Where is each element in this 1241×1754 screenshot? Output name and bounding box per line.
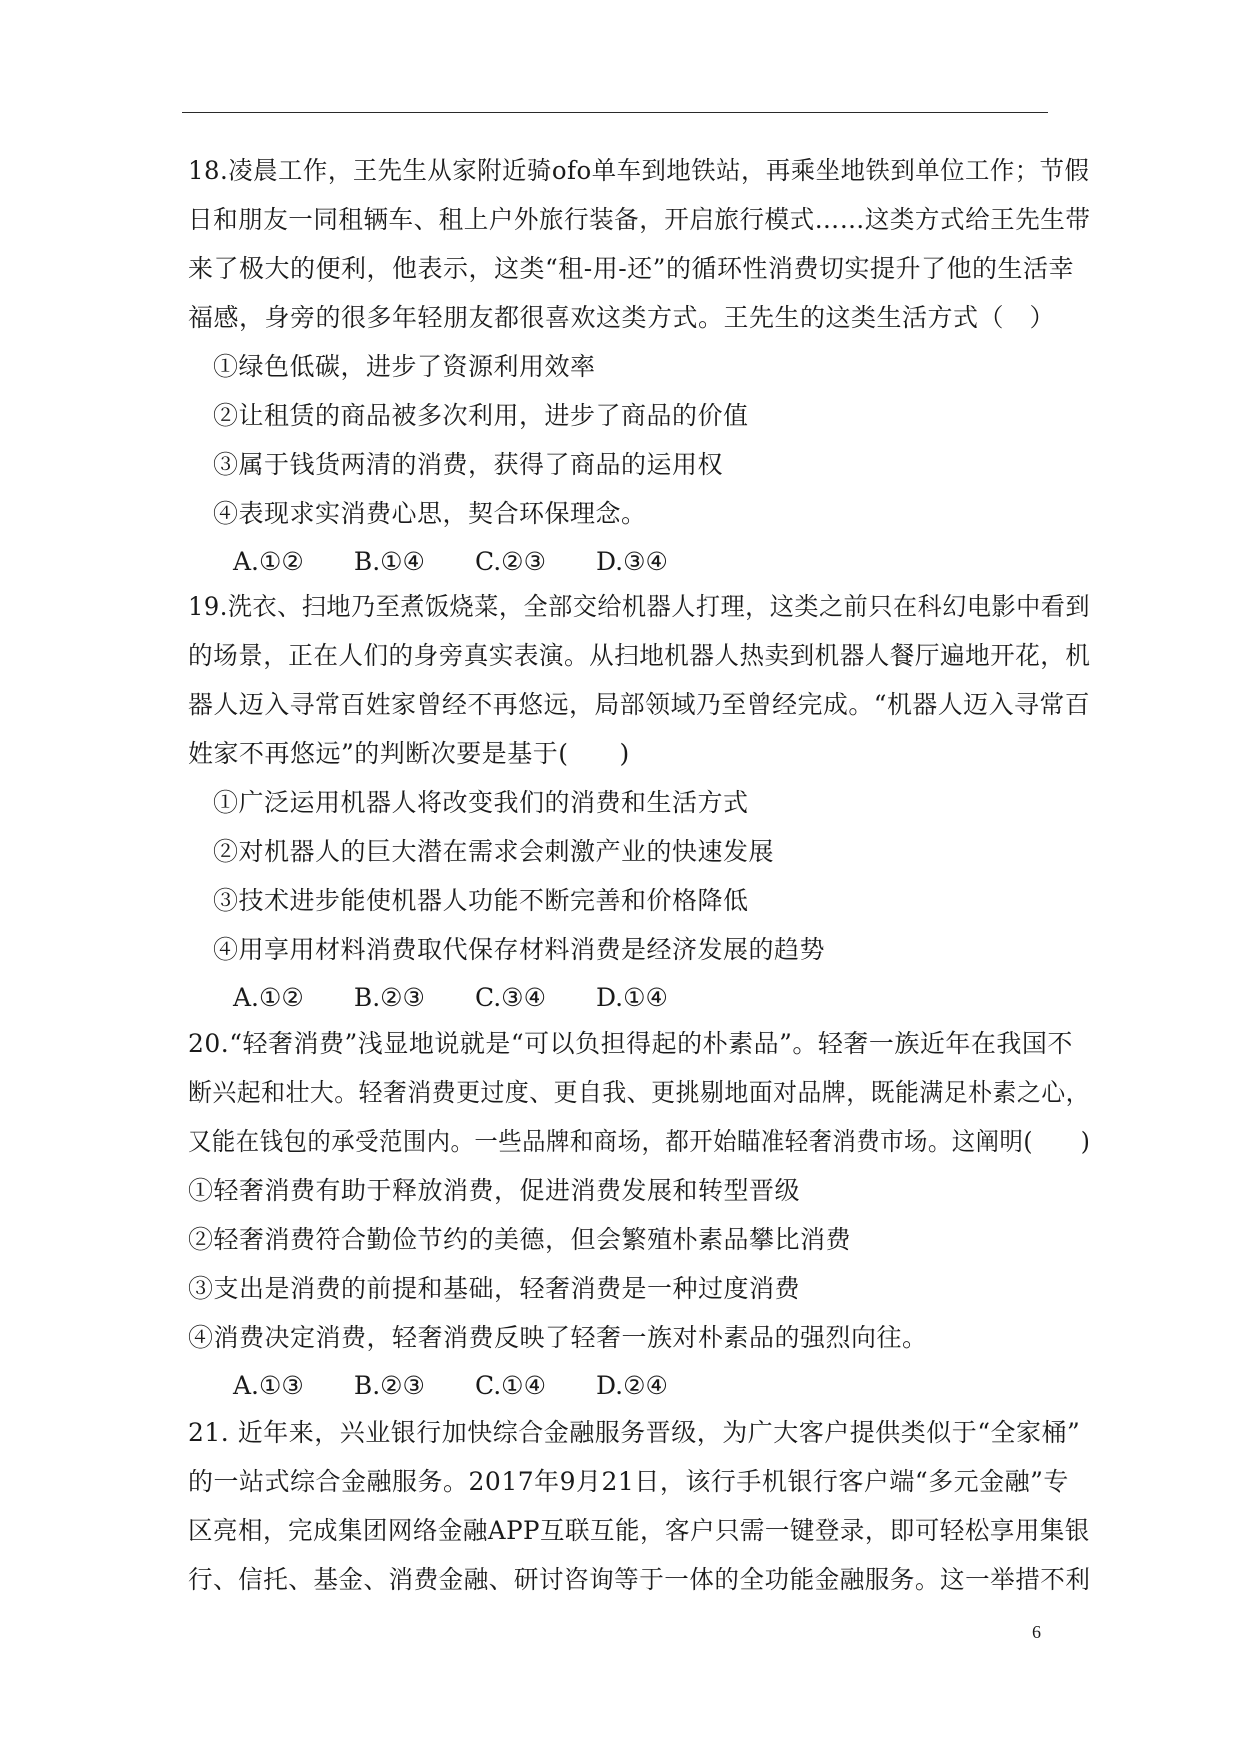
q19-choice-a: A.①② xyxy=(233,983,304,1012)
q18-choice-c: C.②③ xyxy=(474,547,546,576)
q18-choice-b: B.①④ xyxy=(353,547,425,576)
header-rule xyxy=(182,112,1048,113)
q21-stem-line-3: 区亮相，完成集团网络金融APP互联互能，客户只需一键登录，即可轻松享用集银 xyxy=(188,1516,1090,1545)
q19-option-3: ③技术进步能使机器人功能不断完善和价格降低 xyxy=(213,886,749,915)
q19-choice-b: B.②③ xyxy=(353,983,425,1012)
q20-stem-line-2: 断兴起和壮大。轻奢消费更过度、更自我、更挑剔地面对品牌，既能满足朴素之心， xyxy=(188,1078,1091,1107)
q20-option-2: ②轻奢消费符合勤俭节约的美德，但会繁殖朴素品攀比消费 xyxy=(188,1225,852,1254)
q18-option-4: ④表现求实消费心思，契合环保理念。 xyxy=(213,499,647,528)
q19-choice-c: C.③④ xyxy=(474,983,546,1012)
q18-answer-choices xyxy=(233,547,668,577)
q20-choice-a: A.①③ xyxy=(233,1371,304,1400)
page-number: 6 xyxy=(1032,1622,1041,1642)
q20-choice-c: C.①④ xyxy=(474,1371,546,1400)
q20-option-3: ③支出是消费的前提和基础，轻奢消费是一种过度消费 xyxy=(188,1274,801,1303)
q18-option-2: ②让租赁的商品被多次利用，进步了商品的价值 xyxy=(213,401,749,430)
q18-stem-line-4: 福感，身旁的很多年轻朋友都很喜欢这类方式。王先生的这类生活方式（ ） xyxy=(188,303,1056,332)
q20-answer-choices xyxy=(233,1371,668,1401)
q18-choice-d: D.③④ xyxy=(596,547,668,576)
q20-option-1: ①轻奢消费有助于释放消费，促进消费发展和转型晋级 xyxy=(188,1176,801,1205)
q18-option-3: ③属于钱货两清的消费，获得了商品的运用权 xyxy=(213,450,724,479)
q19-stem-line-3: 器人迈入寻常百姓家曾经不再悠远，局部领域乃至曾经完成。“机器人迈入寻常百 xyxy=(188,690,1091,719)
q19-option-4: ④用享用材料消费取代保存材料消费是经济发展的趋势 xyxy=(213,935,826,964)
q21-stem-line-1: 21. 近年来，兴业银行加快综合金融服务晋级，为广大客户提供类似于“全家桶” xyxy=(188,1418,1081,1447)
q19-answer-choices xyxy=(233,983,668,1013)
q19-choice-d: D.①④ xyxy=(596,983,668,1012)
q20-stem-line-3: 又能在钱包的承受范围内。一些品牌和商场，都开始瞄准轻奢消费市场。这阐明( ) xyxy=(188,1127,1091,1156)
q19-option-2: ②对机器人的巨大潜在需求会刺激产业的快速发展 xyxy=(213,837,775,866)
q21-stem-line-4: 行、信托、基金、消费金融、研讨咨询等于一体的全功能金融服务。这一举措不利 xyxy=(188,1565,1091,1594)
q18-stem-line-1: 18.凌晨工作，王先生从家附近骑ofo单车到地铁站，再乘坐地铁到单位工作；节假 xyxy=(188,156,1090,185)
q19-stem-line-1: 19.洗衣、扫地乃至煮饭烧菜，全部交给机器人打理，这类之前只在科幻电影中看到 xyxy=(188,592,1091,621)
q19-option-1: ①广泛运用机器人将改变我们的消费和生活方式 xyxy=(213,788,749,817)
q20-option-4: ④消费决定消费，轻奢消费反映了轻奢一族对朴素品的强烈向往。 xyxy=(188,1323,928,1352)
q21-stem-line-2: 的一站式综合金融服务。2017年9月21日，该行手机银行客户端“多元金融”专 xyxy=(188,1467,1069,1496)
q18-stem-line-2: 日和朋友一同租辆车、租上户外旅行装备，开启旅行模式……这类方式给王先生带 xyxy=(188,205,1091,234)
q19-stem-line-4: 姓家不再悠远”的判断次要是基于( ) xyxy=(188,739,630,768)
q18-stem-line-3: 来了极大的便利，他表示，这类“租-用-还”的循环性消费切实提升了他的生活幸 xyxy=(188,254,1074,283)
q18-option-1: ①绿色低碳，进步了资源利用效率 xyxy=(213,352,596,381)
q20-choice-d: D.②④ xyxy=(596,1371,668,1400)
q20-choice-b: B.②③ xyxy=(353,1371,425,1400)
q20-stem-line-1: 20.“轻奢消费”浅显地说就是“可以负担得起的朴素品”。轻奢一族近年在我国不 xyxy=(188,1029,1073,1058)
q18-choice-a: A.①② xyxy=(233,547,304,576)
q19-stem-line-2: 的场景，正在人们的身旁真实表演。从扫地机器人热卖到机器人餐厅遍地开花，机 xyxy=(188,641,1091,670)
